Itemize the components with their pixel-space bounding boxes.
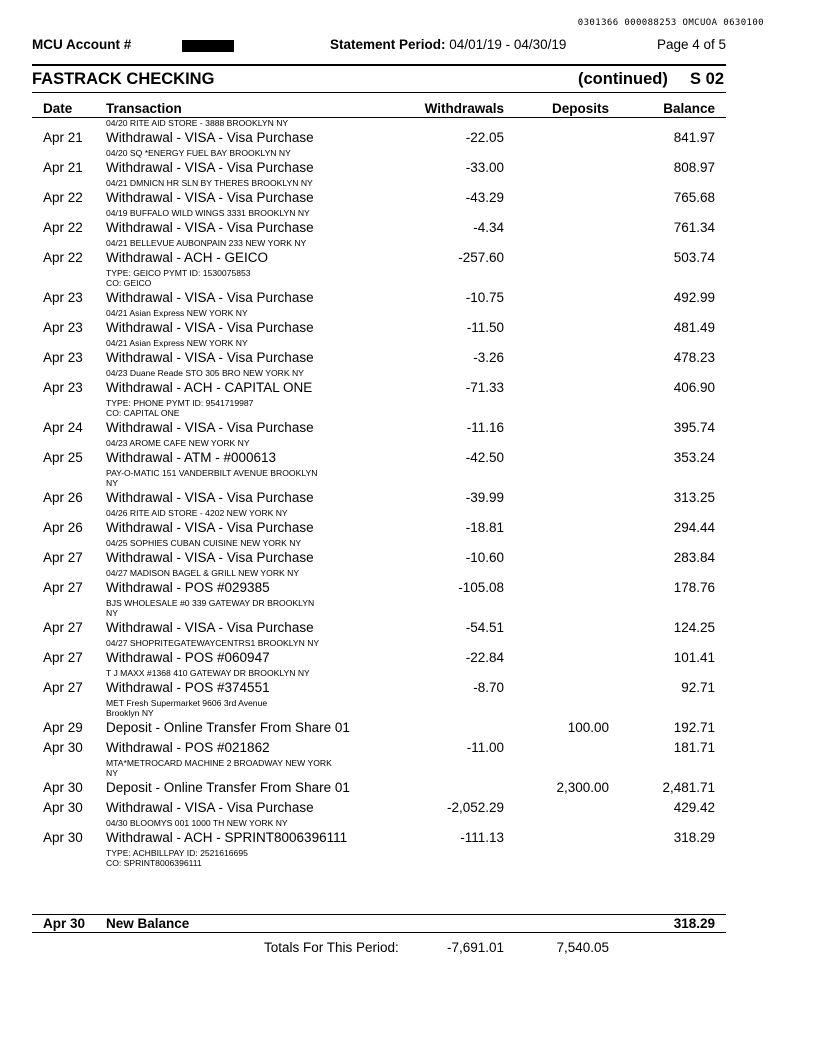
col-date: Date xyxy=(43,101,73,116)
transaction-main-line xyxy=(0,318,816,338)
transaction-balance: 318.29 xyxy=(673,830,715,845)
transaction-row xyxy=(0,448,816,488)
transaction-detail-line xyxy=(0,858,816,868)
transaction-balance: 294.44 xyxy=(673,520,715,535)
transaction-detail-text: 04/27 SHOPRITEGATEWAYCENTRS1 BROOKLYN NY xyxy=(106,638,320,648)
transaction-row xyxy=(0,378,816,418)
transaction-description: Withdrawal - ATM - #000613 xyxy=(106,450,277,465)
transaction-row xyxy=(0,778,816,798)
transaction-balance: 492.99 xyxy=(673,290,715,305)
transaction-detail-text: MTA*METROCARD MACHINE 2 BROADWAY NEW YORK xyxy=(106,758,332,768)
transaction-date: Apr 23 xyxy=(43,320,83,335)
transaction-description: Withdrawal - VISA - Visa Purchase xyxy=(106,350,314,365)
transaction-description: Withdrawal - ACH - SPRINT8006396111 xyxy=(106,830,348,845)
transaction-description: Withdrawal - ACH - CAPITAL ONE xyxy=(106,380,313,395)
transaction-detail-text: MET Fresh Supermarket 9606 3rd Avenue xyxy=(106,698,268,708)
transaction-detail-line xyxy=(0,468,816,478)
transaction-withdrawal: -22.84 xyxy=(465,650,504,665)
transaction-detail-text: NY xyxy=(106,768,118,778)
transaction-balance: 353.24 xyxy=(673,450,715,465)
transaction-date: Apr 30 xyxy=(43,800,83,815)
column-headers xyxy=(0,101,816,117)
transaction-row xyxy=(0,798,816,828)
transaction-detail-line xyxy=(0,368,816,378)
transaction-main-line xyxy=(0,718,816,738)
transaction-main-line xyxy=(0,128,816,148)
transaction-deposit: 100.00 xyxy=(567,720,609,735)
transaction-withdrawal: -10.75 xyxy=(465,290,504,305)
transaction-withdrawal: -42.50 xyxy=(465,450,504,465)
transaction-withdrawal: -11.00 xyxy=(466,740,504,755)
totals-row xyxy=(0,940,816,958)
transaction-row xyxy=(0,418,816,448)
transaction-description: Deposit - Online Transfer From Share 01 xyxy=(106,780,350,795)
transaction-withdrawal: -33.00 xyxy=(465,160,504,175)
transaction-main-line xyxy=(0,548,816,568)
transaction-date: Apr 23 xyxy=(43,350,83,365)
transaction-description: Withdrawal - VISA - Visa Purchase xyxy=(106,220,314,235)
transaction-detail-text: 04/21 BELLEVUE AUBONPAIN 233 NEW YORK NY xyxy=(106,238,307,248)
transaction-date: Apr 21 xyxy=(43,130,83,145)
transaction-detail-line xyxy=(0,438,816,448)
transaction-date: Apr 29 xyxy=(43,720,83,735)
transaction-detail-text: TYPE: ACHBILLPAY ID: 2521616695 xyxy=(106,848,248,858)
transaction-main-line xyxy=(0,348,816,368)
transaction-detail-line xyxy=(0,698,816,708)
totals-label: Totals For This Period: xyxy=(264,940,399,955)
transaction-balance: 503.74 xyxy=(673,250,715,265)
transaction-detail-text: 04/27 MADISON BAGEL & GRILL NEW YORK NY xyxy=(106,568,300,578)
new-balance-bottom-rule xyxy=(32,932,726,933)
transaction-main-line xyxy=(0,378,816,398)
transaction-balance: 765.68 xyxy=(673,190,715,205)
transaction-main-line xyxy=(0,578,816,598)
transaction-detail-line xyxy=(0,568,816,578)
transaction-description: Withdrawal - VISA - Visa Purchase xyxy=(106,420,314,435)
section-rule xyxy=(32,92,726,93)
transaction-detail-text: 04/21 Asian Express NEW YORK NY xyxy=(106,308,248,318)
transaction-detail-line xyxy=(0,708,816,718)
transaction-main-line xyxy=(0,798,816,818)
transaction-balance: 92.71 xyxy=(681,680,715,695)
transaction-date: Apr 27 xyxy=(43,620,83,635)
carryover-detail xyxy=(0,118,816,128)
transaction-withdrawal: -39.99 xyxy=(465,490,504,505)
transaction-detail-text: 04/23 AROME CAFE NEW YORK NY xyxy=(106,438,250,448)
transaction-withdrawal: -18.81 xyxy=(465,520,504,535)
transaction-description: Withdrawal - VISA - Visa Purchase xyxy=(106,520,314,535)
transaction-main-line xyxy=(0,828,816,848)
transaction-detail-text: NY xyxy=(106,608,118,618)
transaction-detail-text: CO: SPRINT8006396111 xyxy=(106,858,202,868)
transaction-detail-text: PAY-O-MATIC 151 VANDERBILT AVENUE BROOKLYN xyxy=(106,468,318,478)
transaction-date: Apr 27 xyxy=(43,680,83,695)
transaction-detail-text: BJS WHOLESALE #0 339 GATEWAY DR BROOKLYN xyxy=(106,598,315,608)
transaction-detail-text: 04/19 BUFFALO WILD WINGS 3331 BROOKLYN NY xyxy=(106,208,310,218)
transaction-description: Deposit - Online Transfer From Share 01 xyxy=(106,720,350,735)
transaction-main-line xyxy=(0,288,816,308)
transaction-row xyxy=(0,158,816,188)
section-header xyxy=(32,70,726,90)
transaction-detail-line xyxy=(0,768,816,778)
transaction-main-line xyxy=(0,488,816,508)
transaction-detail-line xyxy=(0,278,816,288)
transaction-main-line xyxy=(0,418,816,438)
carryover-detail-text: 04/20 RITE AID STORE - 3888 BROOKLYN NY xyxy=(106,118,289,128)
transaction-description: Withdrawal - VISA - Visa Purchase xyxy=(106,190,314,205)
transaction-list xyxy=(0,118,816,868)
col-deposits: Deposits xyxy=(551,101,609,116)
transaction-withdrawal: -22.05 xyxy=(465,130,504,145)
transaction-withdrawal: -257.60 xyxy=(458,250,504,265)
transaction-row xyxy=(0,578,816,618)
transaction-detail-text: CO: GEICO xyxy=(106,278,152,288)
transaction-main-line xyxy=(0,158,816,178)
transaction-date: Apr 26 xyxy=(43,490,83,505)
transaction-withdrawal: -4.34 xyxy=(473,220,504,235)
transaction-row xyxy=(0,488,816,518)
transaction-description: Withdrawal - VISA - Visa Purchase xyxy=(106,130,314,145)
transaction-balance: 429.42 xyxy=(673,800,715,815)
transaction-row xyxy=(0,718,816,738)
transaction-main-line xyxy=(0,188,816,208)
transaction-date: Apr 23 xyxy=(43,380,83,395)
transaction-description: Withdrawal - POS #029385 xyxy=(106,580,270,595)
new-balance-label: New Balance xyxy=(106,916,190,931)
transaction-withdrawal: -105.08 xyxy=(458,580,504,595)
transaction-detail-line xyxy=(0,508,816,518)
transaction-detail-line xyxy=(0,268,816,278)
transaction-description: Withdrawal - VISA - Visa Purchase xyxy=(106,290,314,305)
transaction-detail-line xyxy=(0,238,816,248)
transaction-description: Withdrawal - VISA - Visa Purchase xyxy=(106,490,314,505)
transaction-withdrawal: -11.16 xyxy=(466,420,504,435)
transaction-balance: 313.25 xyxy=(673,490,715,505)
transaction-row xyxy=(0,318,816,348)
section-title: FASTRACK CHECKING xyxy=(32,70,215,88)
transaction-balance: 124.25 xyxy=(673,620,715,635)
transaction-detail-text: TYPE: GEICO PYMT ID: 1530075853 xyxy=(106,268,251,278)
transaction-main-line xyxy=(0,518,816,538)
document-id: 0301366 000088253 OMCUOA 0630100 xyxy=(577,18,764,28)
transaction-detail-line xyxy=(0,478,816,488)
col-transaction: Transaction xyxy=(106,101,182,116)
transaction-balance: 178.76 xyxy=(673,580,715,595)
transaction-main-line xyxy=(0,738,816,758)
transaction-row xyxy=(0,518,816,548)
transaction-withdrawal: -3.26 xyxy=(473,350,504,365)
transaction-date: Apr 23 xyxy=(43,290,83,305)
transaction-detail-line xyxy=(0,598,816,608)
transaction-withdrawal: -111.13 xyxy=(460,830,504,845)
transaction-detail-text: NY xyxy=(106,478,118,488)
statement-header xyxy=(32,37,726,53)
transaction-date: Apr 22 xyxy=(43,250,83,265)
transaction-withdrawal: -54.51 xyxy=(465,620,504,635)
transaction-withdrawal: -11.50 xyxy=(466,320,504,335)
transaction-detail-line xyxy=(0,818,816,828)
transaction-detail-text: 04/26 RITE AID STORE - 4202 NEW YORK NY xyxy=(106,508,288,518)
transaction-detail-line xyxy=(0,208,816,218)
transaction-row xyxy=(0,618,816,648)
transaction-detail-text: TYPE: PHONE PYMT ID: 9541719987 xyxy=(106,398,254,408)
transaction-detail-line xyxy=(0,308,816,318)
statement-period xyxy=(330,37,566,52)
transaction-detail-line xyxy=(0,178,816,188)
transaction-balance: 761.34 xyxy=(673,220,715,235)
totals-deposits: 7,540.05 xyxy=(556,940,609,955)
transaction-detail-text: 04/25 SOPHIES CUBAN CUISINE NEW YORK NY xyxy=(106,538,302,548)
transaction-date: Apr 27 xyxy=(43,650,83,665)
transaction-balance: 192.71 xyxy=(673,720,715,735)
transaction-main-line xyxy=(0,448,816,468)
transaction-row xyxy=(0,678,816,718)
transaction-description: Withdrawal - VISA - Visa Purchase xyxy=(106,160,314,175)
transaction-detail-line xyxy=(0,638,816,648)
header-rule xyxy=(32,64,726,66)
transaction-main-line xyxy=(0,778,816,798)
transaction-balance: 181.71 xyxy=(673,740,715,755)
transaction-row xyxy=(0,128,816,158)
transaction-withdrawal: -2,052.29 xyxy=(446,800,504,815)
period-label: Statement Period: xyxy=(330,37,446,52)
transaction-balance: 478.23 xyxy=(673,350,715,365)
transaction-description: Withdrawal - POS #021862 xyxy=(106,740,270,755)
transaction-balance: 283.84 xyxy=(673,550,715,565)
transaction-row xyxy=(0,548,816,578)
transaction-detail-line xyxy=(0,538,816,548)
col-balance: Balance xyxy=(663,101,715,116)
transaction-row xyxy=(0,348,816,378)
transaction-main-line xyxy=(0,248,816,268)
transaction-date: Apr 26 xyxy=(43,520,83,535)
transaction-date: Apr 27 xyxy=(43,550,83,565)
transaction-detail-text: CO: CAPITAL ONE xyxy=(106,408,180,418)
transaction-main-line xyxy=(0,678,816,698)
transaction-detail-text: Brooklyn NY xyxy=(106,708,154,718)
transaction-withdrawal: -8.70 xyxy=(473,680,504,695)
transaction-description: Withdrawal - POS #060947 xyxy=(106,650,270,665)
transaction-row xyxy=(0,248,816,288)
transaction-description: Withdrawal - VISA - Visa Purchase xyxy=(106,800,314,815)
transaction-withdrawal: -10.60 xyxy=(465,550,504,565)
transaction-withdrawal: -71.33 xyxy=(465,380,504,395)
transaction-detail-line xyxy=(0,848,816,858)
transaction-date: Apr 30 xyxy=(43,780,83,795)
transaction-description: Withdrawal - ACH - GEICO xyxy=(106,250,269,265)
transaction-main-line xyxy=(0,618,816,638)
section-continued: (continued) xyxy=(578,70,668,88)
page-number: Page 4 of 5 xyxy=(656,37,726,52)
transaction-balance: 2,481.71 xyxy=(662,780,715,795)
transaction-date: Apr 22 xyxy=(43,220,83,235)
transaction-detail-line xyxy=(0,408,816,418)
transaction-row xyxy=(0,218,816,248)
transaction-row xyxy=(0,188,816,218)
account-label: MCU Account # xyxy=(32,37,132,52)
transaction-date: Apr 21 xyxy=(43,160,83,175)
transaction-detail-line xyxy=(0,668,816,678)
transaction-description: Withdrawal - VISA - Visa Purchase xyxy=(106,620,314,635)
transaction-date: Apr 30 xyxy=(43,740,83,755)
transaction-detail-line xyxy=(0,148,816,158)
transaction-main-line xyxy=(0,648,816,668)
transaction-row xyxy=(0,738,816,778)
totals-withdrawals: -7,691.01 xyxy=(446,940,504,955)
transaction-row xyxy=(0,648,816,678)
transaction-balance: 481.49 xyxy=(673,320,715,335)
new-balance-rule xyxy=(32,914,726,915)
section-code: S 02 xyxy=(690,70,724,88)
transaction-balance: 101.41 xyxy=(673,650,715,665)
transaction-row xyxy=(0,828,816,868)
new-balance-date: Apr 30 xyxy=(43,916,86,931)
transaction-main-line xyxy=(0,218,816,238)
transaction-description: Withdrawal - VISA - Visa Purchase xyxy=(106,550,314,565)
transaction-date: Apr 30 xyxy=(43,830,83,845)
transaction-detail-text: T J MAXX #1368 410 GATEWAY DR BROOKLYN NY xyxy=(106,668,310,678)
transaction-detail-text: 04/20 SQ *ENERGY FUEL BAY BROOKLYN NY xyxy=(106,148,291,158)
transaction-date: Apr 25 xyxy=(43,450,83,465)
transaction-detail-line xyxy=(0,338,816,348)
transaction-balance: 808.97 xyxy=(673,160,715,175)
transaction-detail-line xyxy=(0,758,816,768)
new-balance-amount: 318.29 xyxy=(673,916,715,931)
transaction-detail-text: 04/21 DMNICN HR SLN BY THERES BROOKLYN NY xyxy=(106,178,313,188)
transaction-date: Apr 22 xyxy=(43,190,83,205)
transaction-detail-text: 04/23 Duane Reade STO 305 BRO NEW YORK NY xyxy=(106,368,304,378)
transaction-description: Withdrawal - VISA - Visa Purchase xyxy=(106,320,314,335)
col-withdrawals: Withdrawals xyxy=(424,101,504,116)
transaction-detail-text: 04/21 Asian Express NEW YORK NY xyxy=(106,338,248,348)
transaction-balance: 395.74 xyxy=(673,420,715,435)
transaction-row xyxy=(0,288,816,318)
period-value: 04/01/19 - 04/30/19 xyxy=(449,37,567,52)
transaction-detail-text: 04/30 BLOOMYS 001 1000 TH NEW YORK NY xyxy=(106,818,288,828)
transaction-date: Apr 27 xyxy=(43,580,83,595)
transaction-balance: 841.97 xyxy=(673,130,715,145)
transaction-detail-line xyxy=(0,608,816,618)
transaction-deposit: 2,300.00 xyxy=(556,780,609,795)
transaction-balance: 406.90 xyxy=(673,380,715,395)
redacted-account-number xyxy=(182,40,234,52)
transaction-date: Apr 24 xyxy=(43,420,83,435)
transaction-withdrawal: -43.29 xyxy=(465,190,504,205)
transaction-detail-line xyxy=(0,398,816,408)
transaction-description: Withdrawal - POS #374551 xyxy=(106,680,270,695)
